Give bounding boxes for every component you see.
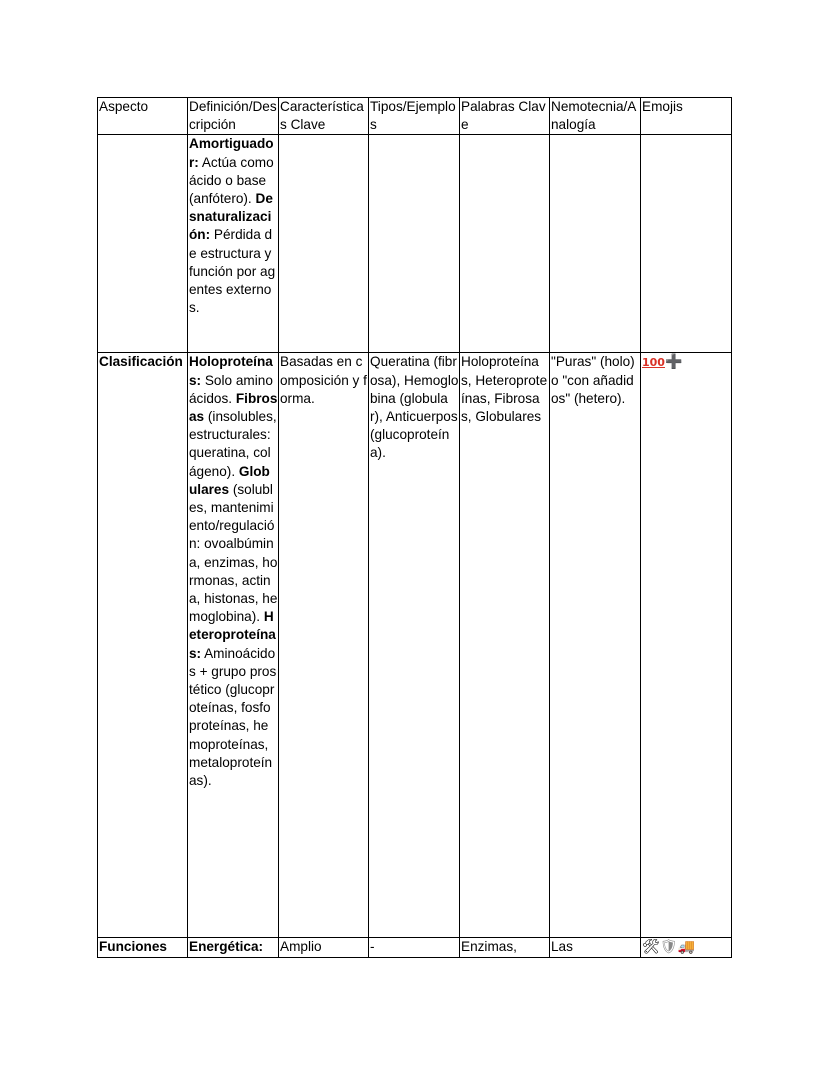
cell-palabras: Holoproteínas, Heteroproteínas, Fibrosas, Globulares <box>460 353 550 938</box>
shield-icon: 🛡 <box>659 939 678 956</box>
table-row <box>98 938 732 958</box>
term-label: Fibrosas <box>189 390 278 425</box>
notes-table <box>97 97 732 958</box>
term-text: Solo aminoácidos. <box>189 372 273 406</box>
header-caracteristicas: Características Clave <box>279 98 369 135</box>
cell-aspecto: Clasificación <box>98 353 188 938</box>
cell-emojis <box>641 353 732 938</box>
term-label: Holoproteínas: <box>189 354 273 388</box>
term-text: (solubles, mantenimiento/regulación: ovoalbúmina, enzimas, hormonas, actina, histonas, hemoglobina). <box>189 481 278 625</box>
cell-emojis <box>641 135 732 353</box>
cell-aspecto: Funciones <box>98 938 188 958</box>
header-nemotecnia: Nemotecnia/Analogía <box>550 98 641 135</box>
table-row <box>98 353 732 938</box>
cell-caracteristicas: Amplio <box>279 938 369 958</box>
term-label: Amortiguador: <box>189 136 274 170</box>
cell-nemotecnia: Las <box>550 938 641 958</box>
cell-definicion <box>188 938 279 958</box>
term-text: (insolubles, estructurales: queratina, colágeno). <box>189 409 277 479</box>
table-row <box>98 135 732 353</box>
term-label: Energética: <box>189 939 264 955</box>
cell-nemotecnia <box>550 135 641 353</box>
cell-palabras <box>460 135 550 353</box>
header-emojis: Emojis <box>641 98 732 135</box>
truck-icon: 🚚 <box>677 939 695 956</box>
hundred-points-icon: 100 <box>642 356 665 370</box>
term-text: Pérdida de estructura y función por agentes externos. <box>189 227 276 316</box>
cell-palabras: Enzimas, <box>460 938 550 958</box>
term-label: Heteroproteínas: <box>189 609 276 661</box>
plus-icon: ➕ <box>664 354 683 371</box>
cell-tipos: - <box>369 938 460 958</box>
header-palabras: Palabras Clave <box>460 98 550 135</box>
header-aspecto: Aspecto <box>98 98 188 135</box>
cell-definicion <box>188 135 279 353</box>
term-text: Actúa como ácido o base (anfótero). <box>189 154 274 207</box>
cell-nemotecnia: "Puras" (holo) o "con añadidos" (hetero). <box>550 353 641 938</box>
cell-emojis <box>641 938 732 958</box>
cell-aspecto <box>98 135 188 353</box>
cell-tipos: Queratina (fibrosa), Hemoglobina (globular), Anticuerpos (glucoproteína). <box>369 353 460 938</box>
cell-definicion <box>188 353 279 938</box>
cell-tipos <box>369 135 460 353</box>
header-row <box>98 98 732 135</box>
term-label: Desnaturalización: <box>189 191 273 243</box>
term-text: Aminoácidos + grupo prostético (glucoproteínas, fosfoproteínas, hemoproteínas, metaloproteínas). <box>189 645 277 789</box>
tools-icon: 🛠 <box>642 939 660 956</box>
term-label: Globulares <box>189 463 270 497</box>
cell-caracteristicas: Basadas en composición y forma. <box>279 353 369 938</box>
header-tipos: Tipos/Ejemplos <box>369 98 460 135</box>
cell-caracteristicas <box>279 135 369 353</box>
header-definicion: Definición/Descripción <box>188 98 279 135</box>
